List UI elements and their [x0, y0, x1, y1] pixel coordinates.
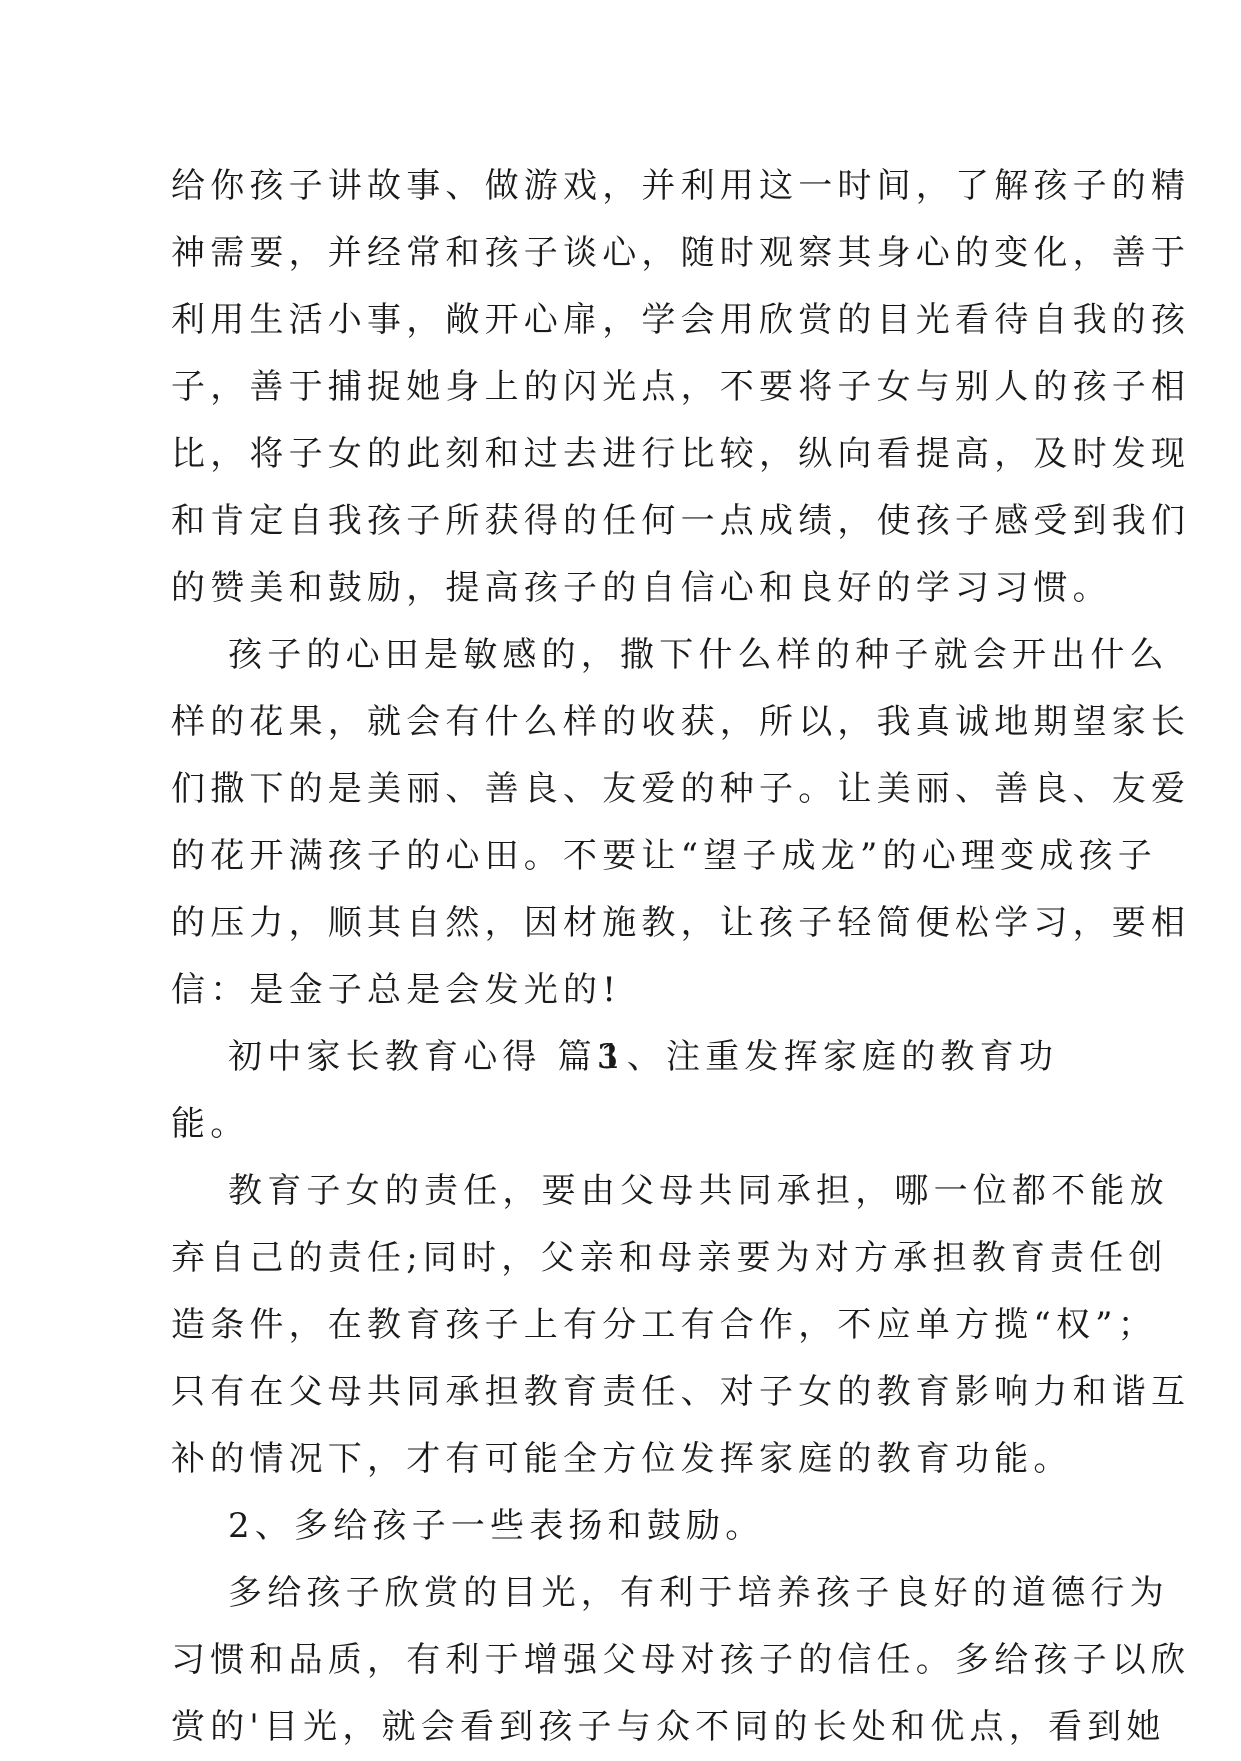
text-line	[0, 755, 1241, 823]
text-line-content: 补的情况下，才有可能全方位发挥家庭的教育功能。	[171, 1439, 1073, 1479]
text-line-content: 习惯和品质，有利于增强父母对孩子的信任。多给孩子以欣	[171, 1640, 1191, 1680]
text-line	[0, 286, 1241, 354]
text-line	[0, 1626, 1241, 1694]
paragraph-first-line	[0, 1157, 1241, 1225]
text-line-content: 神需要，并经常和孩子谈心，随时观察其身心的变化，善于	[171, 233, 1191, 273]
text-line-content: 孩子的心田是敏感的，撒下什么样的种子就会开出什么	[228, 635, 1169, 675]
text-line-content: 多给孩子欣赏的目光，有利于培养孩子良好的道德行为	[228, 1573, 1169, 1613]
paragraph-first-line	[0, 621, 1241, 689]
text-line-content: 们撒下的是美丽、善良、友爱的种子。让美丽、善良、友爱	[171, 769, 1191, 809]
text-line	[0, 889, 1241, 957]
section-heading: 初中家长教育心得 篇3	[228, 1037, 624, 1077]
text-line	[0, 1358, 1241, 1426]
text-line-content: 只有在父母共同承担教育责任、对子女的教育影响力和谐互	[171, 1372, 1191, 1412]
text-line	[0, 688, 1241, 756]
text-line-content: 给你孩子讲故事、做游戏，并利用这一时间，了解孩子的精	[171, 166, 1191, 206]
text-line	[0, 420, 1241, 488]
text-line-content: 的赞美和鼓励，提高孩子的自信心和良好的学习习惯。	[171, 568, 1112, 608]
text-line	[0, 554, 1241, 622]
text-line-content: 的花开满孩子的心田。不要让“望子成龙”的心理变成孩子	[171, 836, 1157, 876]
text-line-content: 能。	[171, 1104, 250, 1144]
text-line	[0, 487, 1241, 555]
paragraph-first-line	[0, 1559, 1241, 1627]
text-line-content: 样的花果，就会有什么样的收获，所以，我真诚地期望家长	[171, 702, 1191, 742]
text-line	[0, 1693, 1241, 1761]
text-line-content: 的压力，顺其自然，因材施教，让孩子轻简便松学习，要相	[171, 903, 1191, 943]
text-line	[0, 353, 1241, 421]
numbered-point: 1、注重发挥家庭的教育功	[600, 1037, 1059, 1077]
text-line-content: 信：是金子总是会发光的!	[171, 970, 622, 1010]
text-line-content: 教育子女的责任，要由父母共同承担，哪一位都不能放	[228, 1171, 1169, 1211]
numbered-point-line	[0, 1492, 1241, 1560]
text-line	[0, 1425, 1241, 1493]
text-line-content: 子，善于捕捉她身上的闪光点，不要将子女与别人的孩子相	[171, 367, 1191, 407]
text-line-content: 造条件，在教育孩子上有分工有合作，不应单方揽“权”；	[171, 1305, 1157, 1345]
section-heading-line	[0, 1023, 1241, 1091]
text-line-content: 和肯定自我孩子所获得的任何一点成绩，使孩子感受到我们	[171, 501, 1191, 541]
text-line	[0, 1224, 1241, 1292]
text-line	[0, 822, 1241, 890]
text-line	[0, 1090, 1241, 1158]
text-line-content: 弃自己的责任;同时，父亲和母亲要为对方承担教育责任创	[171, 1238, 1168, 1278]
text-line-content: 利用生活小事，敞开心扉，学会用欣赏的目光看待自我的孩	[171, 300, 1191, 340]
text-line-content: 比，将子女的此刻和过去进行比较，纵向看提高，及时发现	[171, 434, 1191, 474]
numbered-point: 2、多给孩子一些表扬和鼓励。	[228, 1506, 765, 1546]
text-line	[0, 152, 1241, 220]
text-line-content: 赏的'目光，就会看到孩子与众不同的长处和优点，看到她	[171, 1707, 1166, 1747]
text-line	[0, 956, 1241, 1024]
text-line	[0, 1291, 1241, 1359]
text-line	[0, 219, 1241, 287]
